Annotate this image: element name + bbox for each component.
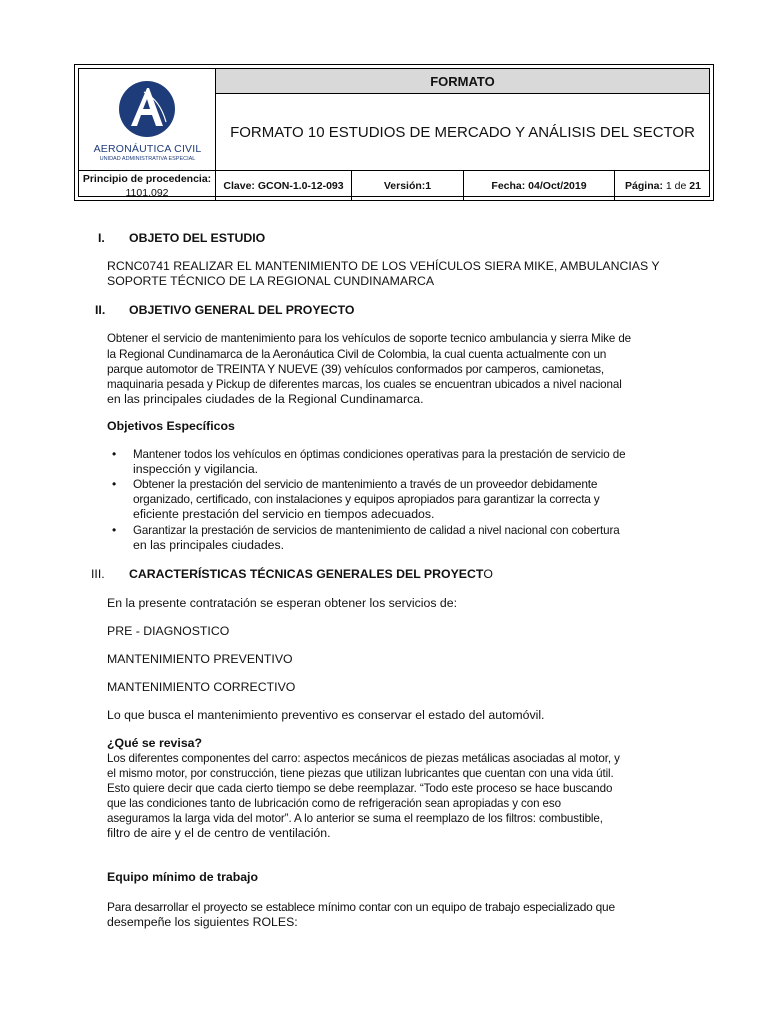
principio-cell <box>79 171 216 201</box>
logo-cell <box>79 69 216 171</box>
bullet-1-line-1: Mantener todos los vehículos en óptimas condiciones operativas para la prestación de servicio de <box>133 448 626 461</box>
bullet-marker: • <box>112 477 117 491</box>
bullet-2-line-3: eficiente prestación del servicio en tiempos adecuados. <box>133 507 435 521</box>
section-1-number: I. <box>98 231 105 245</box>
bullet-2-line-2: organizado, certificado, con instalaciones y equipos apropiados para garantizar la correcta y <box>133 492 600 506</box>
bullet-marker: • <box>112 523 117 537</box>
section-2-title: OBJETIVO GENERAL DEL PROYECTO <box>129 303 355 317</box>
revisa-line: filtro de aire y el de centro de ventilación. <box>107 826 331 840</box>
section-3-title-end: O <box>483 567 493 581</box>
section-2-paragraph-line: la Regional Cundinamarca de la Aeronáutica Civil de Colombia, la cual cuenta actualmente con un <box>107 347 607 361</box>
bullet-3-line-2: en las principales ciudades. <box>133 538 285 552</box>
section-2-paragraph-line: Obtener el servicio de mantenimiento para los vehículos de soporte tecnico ambulancia y sierra Mike de <box>107 332 632 345</box>
que-se-revisa-title: ¿Qué se revisa? <box>107 736 203 750</box>
revisa-line: que las condiciones tanto de lubricación como de refrigeración sean apropiadas y con eso <box>107 797 561 810</box>
version-cell: Versión:1 <box>352 171 464 201</box>
equipo-minimo-title: Equipo mínimo de trabajo <box>107 870 258 884</box>
bullet-3-line-1: Garantizar la prestación de servicios de mantenimiento de calidad a nivel nacional con cobertura <box>133 524 620 537</box>
equipo-line-2: desempeñe los siguientes ROLES: <box>107 915 298 929</box>
pagina-total: 21 <box>689 180 701 192</box>
logo-subtitle: UNIDAD ADMINISTRATIVA ESPECIAL <box>99 156 196 162</box>
section-1-line-1: RCNC0741 REALIZAR EL MANTENIMIENTO DE LOS VEHÍCULOS SIERA MIKE, AMBULANCIAS Y <box>107 259 660 273</box>
revisa-line: aseguramos la larga vida del motor”. A lo anterior se suma el reemplazo de los filtros: combustible, <box>107 812 603 825</box>
revisa-line: Esto quiere decir que cada cierto tiempo se debe reemplazar. “Todo este proceso se hace buscando <box>107 782 613 795</box>
pagina-label: Página: <box>625 180 663 192</box>
section-3-title-bold: CARACTERÍSTICAS TÉCNICAS GENERALES DEL PROYECT <box>129 567 484 581</box>
revisa-line: el mismo motor, por construcción, tiene piezas que utilizan lubricantes que cuentan con una vida útil. <box>107 767 614 780</box>
section-2-number: II. <box>95 303 106 317</box>
section-2-paragraph-line: en las principales ciudades de la Regional Cundinamarca. <box>107 392 424 406</box>
bullet-marker: • <box>112 447 117 461</box>
logo-name: AERONÁUTICA CIVIL <box>93 143 202 155</box>
clave-cell: Clave: GCON-1.0-12-093 <box>216 171 352 201</box>
section-1-title: OBJETO DEL ESTUDIO <box>129 231 266 245</box>
pagina-num: 1 <box>665 180 672 192</box>
fecha-cell: Fecha: 04/Oct/2019 <box>464 171 615 201</box>
preventivo-sentence: Lo que busca el mantenimiento preventivo es conservar el estado del automóvil. <box>107 708 545 722</box>
bullet-1-line-2: inspección y vigilancia. <box>133 462 259 476</box>
formato-label: FORMATO <box>216 69 709 94</box>
principio-code: 1101.092 <box>125 187 169 199</box>
header-table-inner <box>78 68 710 197</box>
section-2-paragraph-line: maquinaria pesada y Pickup de diferentes marcas, los cuales se encuentran ubicados a nivel nacional <box>107 378 622 391</box>
aerocivil-logo-icon <box>116 78 178 140</box>
header-table <box>74 64 714 201</box>
document-title: FORMATO 10 ESTUDIOS DE MERCADO Y ANÁLISIS DEL SECTOR <box>216 94 709 171</box>
service-item: PRE - DIAGNOSTICO <box>107 624 230 638</box>
revisa-line: Los diferentes componentes del carro: aspectos mecánicos de piezas metálicas asociadas al motor, y <box>107 752 620 765</box>
service-item: MANTENIMIENTO CORRECTIVO <box>107 680 296 694</box>
service-item: MANTENIMIENTO PREVENTIVO <box>107 652 293 666</box>
equipo-line-1: Para desarrollar el proyecto se establece mínimo contar con un equipo de trabajo especializado que <box>107 900 615 914</box>
bullet-2-line-1: Obtener la prestación del servicio de mantenimiento a través de un proveedor debidamente <box>133 477 598 491</box>
section-1-line-2: SOPORTE TÉCNICO DE LA REGIONAL CUNDINAMARCA <box>107 274 435 288</box>
principio-label: Principio de procedencia: <box>82 173 212 185</box>
section-3-number: III. <box>91 567 105 581</box>
pagina-cell <box>615 171 711 201</box>
section-3-intro: En la presente contratación se esperan obtener los servicios de: <box>107 596 457 610</box>
objetivos-especificos-title: Objetivos Específicos <box>107 419 235 433</box>
section-2-paragraph-line: parque automotor de TREINTA Y NUEVE (39) vehículos conformados por camperos, camionetas, <box>107 362 605 376</box>
pagina-de: de <box>674 180 687 192</box>
section-3-title <box>129 567 493 583</box>
